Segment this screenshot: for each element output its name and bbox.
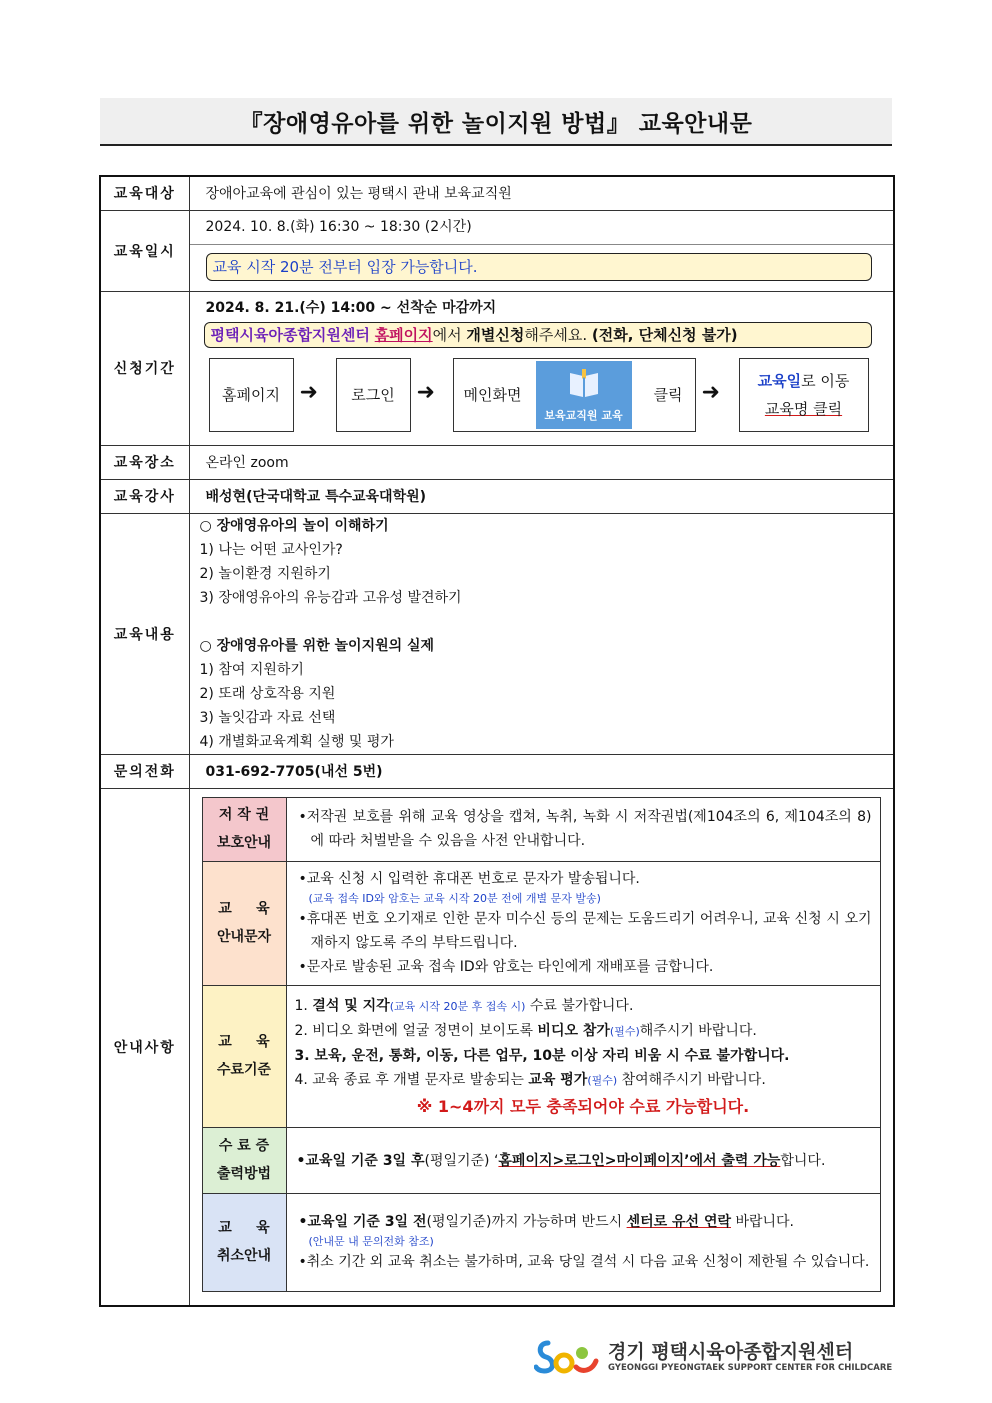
arrow-icon: ➜ <box>701 379 720 405</box>
cancel-d: 바랍니다. <box>731 1214 794 1230</box>
content-item: 2) 또래 상호작용 지원 <box>199 685 336 702</box>
page-title: 『장애영유아를 위한 놀이지원 방법』 교육안내문 <box>239 110 753 137</box>
ci1a: 1. <box>294 997 313 1014</box>
cert-c: 홈페이지>로그인>마이페이지’에서 출력 가능 <box>498 1153 781 1169</box>
row-apply <box>100 291 894 445</box>
entry-note-text: 교육 시작 20분 전부터 입장 가능합니다. <box>212 257 478 276</box>
center-name: 평택시육아종합지원센터 <box>210 325 370 344</box>
ci2c: 해주시기 바랍니다. <box>639 1022 757 1039</box>
footer-org-en: GYEONGGI PYEONGTAEK SUPPORT CENTER FOR CHILDCARE <box>608 1363 893 1373</box>
label-content: 교육내용 <box>100 513 189 754</box>
individual-word: 개별신청 <box>466 325 525 344</box>
info-table <box>99 175 895 1307</box>
ci2note: (필수) <box>609 1024 640 1038</box>
arrow-icon: ➜ <box>299 379 318 405</box>
cat-certificate <box>202 1127 286 1193</box>
content-item: 3) 장애영유아의 유능감과 고유성 발견하기 <box>199 589 462 606</box>
guide-copyright <box>202 797 880 861</box>
sms-line-1: •교육 신청 시 입력한 휴대폰 번호로 문자가 발송됩니다. <box>298 871 640 887</box>
step-homepage-label: 홈페이지 <box>222 386 280 404</box>
banner-label: 보육교직원 교육 <box>544 408 623 422</box>
row-place <box>100 445 894 479</box>
step-main-label: 메인화면 <box>463 386 522 404</box>
content-item: 1) 참여 지원하기 <box>199 661 304 678</box>
apply-paren: (전화, 단체신청 불가) <box>591 325 738 344</box>
content-item: 4) 개별화교육계획 실행 및 평가 <box>199 733 394 750</box>
cat-copyright-2: 보호안내 <box>216 835 272 851</box>
row-guide <box>100 788 894 1306</box>
sms-note: (교육 접속 ID와 암호는 교육 시작 20분 전에 개별 문자 발송) <box>308 892 601 905</box>
row-date <box>100 210 894 291</box>
cat-copyright-1: 저 작 권 <box>218 807 270 823</box>
apply-mid: 에서 <box>432 325 467 344</box>
entry-note <box>206 253 872 281</box>
cat-completion-2: 수료기준 <box>216 1062 272 1078</box>
label-date: 교육일시 <box>100 210 189 291</box>
step-login-label: 로그인 <box>351 386 395 404</box>
value-target <box>189 176 894 210</box>
value-phone <box>189 754 894 788</box>
ci4a: 4. 교육 종료 후 개별 문자로 발송되는 <box>294 1071 529 1088</box>
homepage-word: 홈페이지 <box>374 325 433 344</box>
cat-certificate-2: 출력방법 <box>216 1166 272 1182</box>
sms-line-2: •휴대폰 번호 오기재로 인한 문자 미수신 등의 문제는 도움드리기 어려우니, 교육 신청 시 오기재하지 않도록 주의 부탁드립니다. <box>298 911 872 951</box>
center-logo-icon <box>534 1337 602 1379</box>
completion-body <box>286 985 880 1127</box>
guide-sms <box>202 861 880 985</box>
value-date <box>189 210 894 291</box>
content-section-1: ○ 장애영유아의 놀이 이해하기 <box>199 517 389 534</box>
phone-text: 031-692-7705(내선 5번) <box>205 764 383 780</box>
value-apply <box>189 291 894 445</box>
arrow-icon: ➜ <box>416 379 435 405</box>
copyright-body <box>286 797 880 861</box>
lecturer-text: 배성현(단국대학교 특수교육대학원) <box>205 489 427 505</box>
certificate-body <box>286 1127 880 1193</box>
row-lecturer <box>100 479 894 513</box>
guide-completion <box>202 985 880 1127</box>
step-final-line1 <box>758 367 850 395</box>
sms-line-3: •문자로 발송된 교육 접속 ID와 암호는 타인에게 재배포를 금합니다. <box>298 959 714 975</box>
completion-item-4 <box>295 1068 872 1093</box>
footer-logo <box>534 1337 894 1379</box>
completion-item-3: 3. 보육, 운전, 통화, 이동, 다른 업무, 10분 이상 자리 비움 시 수료 불가합니다. <box>294 1047 790 1064</box>
ci1c: 수료 불가합니다. <box>525 997 634 1014</box>
content-item: 1) 나는 어떤 교사인가? <box>199 541 343 558</box>
guide-certificate <box>202 1127 880 1193</box>
completion-warning: ※ 1~4까지 모두 충족되어야 수료 가능합니다. <box>416 1096 750 1116</box>
apply-note <box>204 322 872 348</box>
completion-item-2 <box>295 1019 872 1044</box>
content-item: 2) 놀이환경 지원하기 <box>199 565 331 582</box>
ci2b: 비디오 참가 <box>537 1022 610 1039</box>
ci4b: 교육 평가 <box>528 1071 588 1088</box>
ci4note: (필수) <box>587 1073 618 1087</box>
step-click-label: 클릭 <box>653 386 683 404</box>
copyright-text: •저작권 보호를 위해 교육 영상을 캡쳐, 녹취, 녹화 시 저작권법(제104조의 6, 제104조의 8)에 따라 처벌받을 수 있음을 사전 안내합니다. <box>298 809 872 849</box>
row-target <box>100 176 894 210</box>
cancel-c: 센터로 유선 연락 <box>626 1214 731 1230</box>
label-place: 교육장소 <box>100 445 189 479</box>
ci1b: 결석 및 지각 <box>312 997 390 1014</box>
step-login <box>336 358 411 432</box>
value-content <box>189 513 894 754</box>
cert-d: 합니다. <box>780 1153 826 1169</box>
target-text: 장애아교육에 관심이 있는 평택시 관내 보육교직원 <box>205 186 512 203</box>
step-homepage <box>209 358 294 432</box>
banner-education <box>536 361 632 429</box>
label-guide: 안내사항 <box>100 788 189 1306</box>
cert-a: •교육일 기준 3일 후 <box>296 1153 425 1169</box>
row-content <box>100 513 894 754</box>
value-lecturer <box>189 479 894 513</box>
cancel-line-2: •취소 기간 외 교육 취소는 불가하며, 교육 당일 결석 시 다음 교육 신청이 제한될 수 있습니다. <box>298 1254 870 1270</box>
content-spacer <box>190 610 894 634</box>
guide-table <box>202 797 881 1292</box>
cat-cancel-2: 취소안내 <box>216 1248 272 1264</box>
cat-sms <box>202 861 286 985</box>
apply-end: 해주세요. <box>524 325 592 344</box>
date-note-wrap <box>190 244 894 291</box>
cat-completion <box>202 985 286 1127</box>
label-apply: 신청기간 <box>100 291 189 445</box>
cancel-body <box>286 1193 880 1291</box>
label-phone: 문의전화 <box>100 754 189 788</box>
place-text: 온라인 zoom <box>205 455 289 471</box>
completion-item-1 <box>295 994 872 1019</box>
row-phone <box>100 754 894 788</box>
cat-copyright <box>202 797 286 861</box>
final-rest: 로 이동 <box>801 371 850 390</box>
cancel-b: (평일기준)까지 가능하며 반드시 <box>426 1214 627 1230</box>
label-lecturer: 교육강사 <box>100 479 189 513</box>
cancel-line-1 <box>297 1210 872 1234</box>
value-place <box>189 445 894 479</box>
ci1note: (교육 시작 20분 후 접속 시) <box>389 999 526 1013</box>
cat-certificate-1: 수 료 증 <box>218 1138 270 1154</box>
step-final <box>739 358 869 432</box>
step-final-line2: 교육명 클릭 <box>764 399 843 418</box>
content-item: 3) 놀잇감과 자료 선택 <box>199 709 336 726</box>
apply-period: 2024. 8. 21.(수) 14:00 ~ 선착순 마감까지 <box>205 299 497 316</box>
content-section-2: ○ 장애영유아를 위한 놀이지원의 실제 <box>199 637 435 654</box>
value-guide <box>189 788 894 1306</box>
book-icon <box>566 365 602 401</box>
final-day: 교육일 <box>757 371 802 390</box>
cat-sms-2: 안내문자 <box>216 929 272 945</box>
cert-b: (평일기준) ‘ <box>424 1153 499 1169</box>
cat-cancel <box>202 1193 286 1291</box>
sms-body <box>286 861 880 985</box>
label-target: 교육대상 <box>100 176 189 210</box>
title-bar <box>100 98 892 146</box>
ci4c: 참여해주시기 바랍니다. <box>617 1071 766 1088</box>
cancel-a: •교육일 기준 3일 전 <box>298 1214 427 1230</box>
guide-cancel <box>202 1193 880 1291</box>
cancel-note: (안내문 내 문의전화 참조) <box>308 1235 434 1248</box>
cat-completion-1: 교 육 <box>218 1034 270 1050</box>
date-text: 2024. 10. 8.(화) 16:30 ~ 18:30 (2시간) <box>205 218 472 235</box>
cat-sms-1: 교 육 <box>218 901 270 917</box>
ci2a: 2. 비디오 화면에 얼굴 정면이 보이도록 <box>294 1022 538 1039</box>
footer-org-kr: 경기 평택시육아종합지원센터 <box>608 1341 854 1363</box>
cat-cancel-1: 교 육 <box>218 1220 270 1236</box>
step-main <box>453 358 696 432</box>
